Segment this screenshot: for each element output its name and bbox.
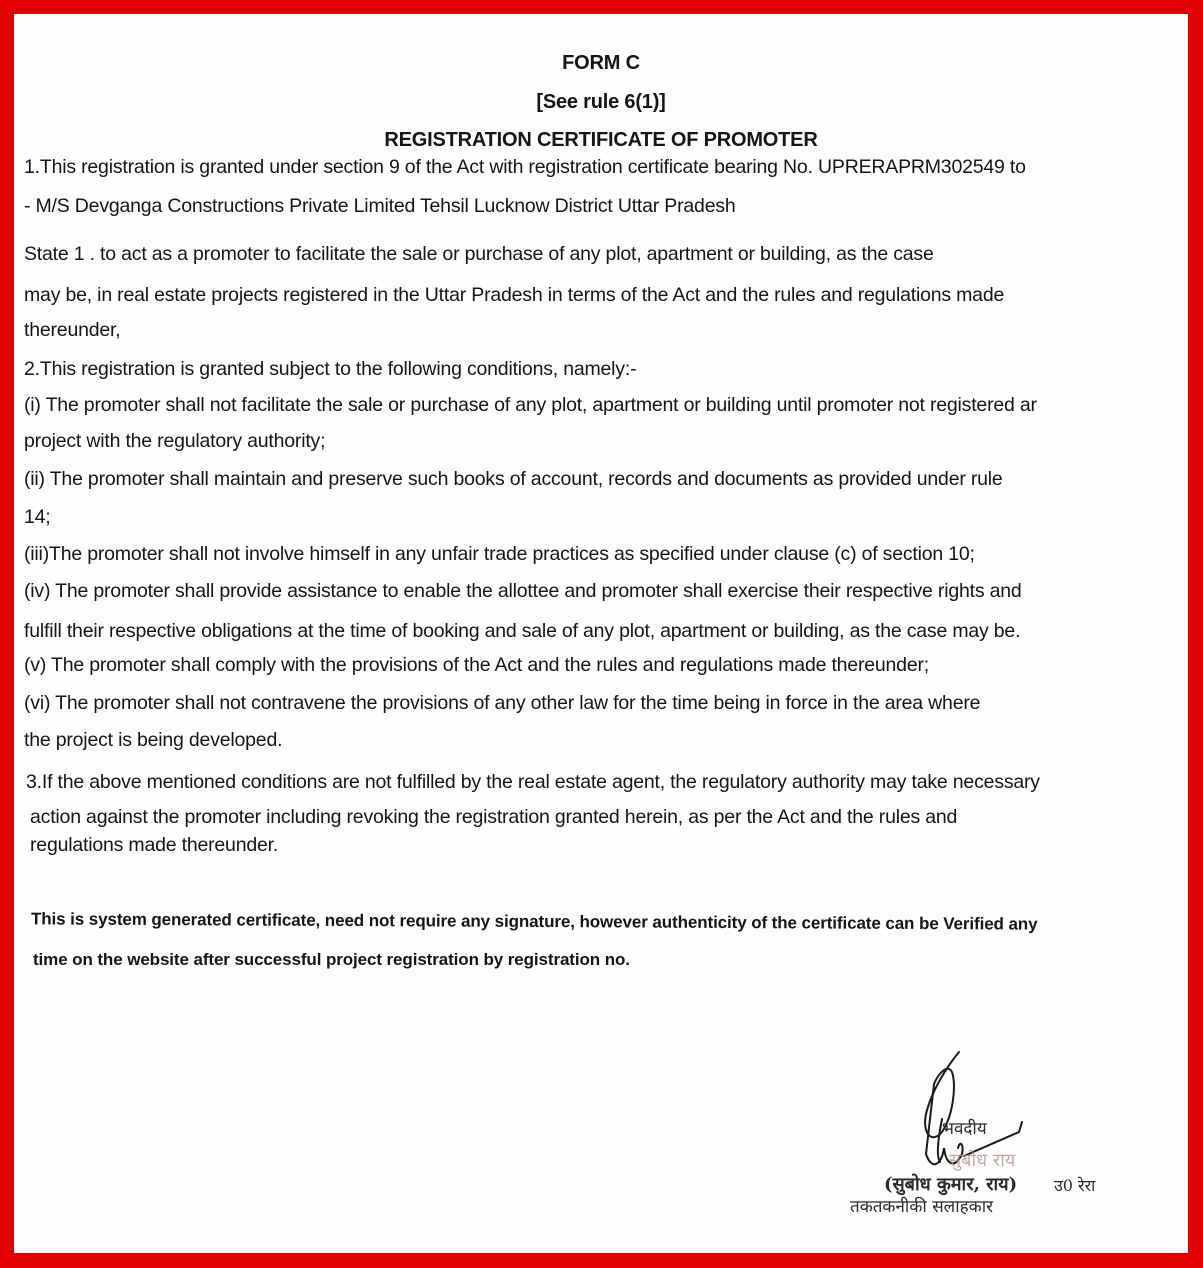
- paragraph-3-line-3: regulations made thereunder.: [30, 834, 279, 856]
- condition-v: (v) The promoter shall comply with the provisions of the Act and the rules and regulations made thereunder;: [24, 654, 929, 676]
- state-clause-line-2: may be, in real estate projects registered in the Uttar Pradesh in terms of the Act and the rules and regulations made: [24, 284, 1005, 306]
- stamp-name: सुबोध राय: [949, 1150, 1016, 1171]
- condition-iv-line-2: fulfill their respective obligations at the time of booking and sale of any plot, apartment or building, as the case may be.: [24, 620, 1021, 642]
- form-title: FORM C: [562, 52, 640, 74]
- condition-i-line-1: (i) The promoter shall not facilitate the sale or purchase of any plot, apartment or building until promoter not registered ar: [24, 394, 1037, 416]
- condition-ii-line-1: (ii) The promoter shall maintain and preserve such books of account, records and documents as provided under rule: [24, 468, 1003, 490]
- condition-iv-line-1: (iv) The promoter shall provide assistance to enable the allottee and promoter shall exercise their respective rights and: [24, 580, 1022, 602]
- signature-closing: भवदीय: [942, 1119, 987, 1139]
- system-generated-note-line-1: This is system generated certificate, need not require any signature, however authenticity of the certificate can be Verified any: [30, 909, 1038, 934]
- certificate-title: REGISTRATION CERTIFICATE OF PROMOTER: [384, 129, 818, 151]
- certificate-page: [14, 14, 1188, 1253]
- condition-vi-line-2: the project is being developed.: [24, 729, 283, 751]
- system-generated-note-line-2: time on the website after successful project registration by registration no.: [33, 950, 630, 969]
- condition-iii: (iii)The promoter shall not involve himself in any unfair trade practices as specified under clause (c) of section 10;: [24, 543, 975, 565]
- condition-i-line-2: project with the regulatory authority;: [24, 430, 326, 452]
- paragraph-2-heading: 2.This registration is granted subject to the following conditions, namely:-: [24, 358, 637, 380]
- state-clause-line-1: State 1 . to act as a promoter to facilitate the sale or purchase of any plot, apartment or building, as the case: [24, 243, 934, 265]
- state-clause-line-3: thereunder,: [24, 319, 121, 341]
- signatory-name: (सुबोध कुमार, राय): [884, 1174, 1018, 1195]
- signatory-designation: तकतकनीकी सलाहकार: [850, 1197, 994, 1217]
- condition-vi-line-1: (vi) The promoter shall not contravene the provisions of any other law for the time being in force in the area where: [24, 692, 981, 714]
- paragraph-3-line-1: 3.If the above mentioned conditions are not fulfilled by the real estate agent, the regulatory authority may take necessary: [26, 771, 1040, 793]
- paragraph-3-line-2: action against the promoter including revoking the registration granted herein, as per the Act and the rules and: [30, 806, 958, 828]
- rule-reference: [See rule 6(1)]: [536, 91, 666, 113]
- stamp-suffix: उ0 रेरा: [1054, 1176, 1096, 1195]
- signature-block: [804, 1044, 1184, 1234]
- paragraph-1-line-2: - M/S Devganga Constructions Private Limited Tehsil Lucknow District Uttar Pradesh: [24, 195, 736, 217]
- condition-ii-line-2: 14;: [24, 506, 51, 528]
- paragraph-1-line-1: 1.This registration is granted under section 9 of the Act with registration certificate bearing No. UPRERAPRM302549 to: [24, 156, 1026, 178]
